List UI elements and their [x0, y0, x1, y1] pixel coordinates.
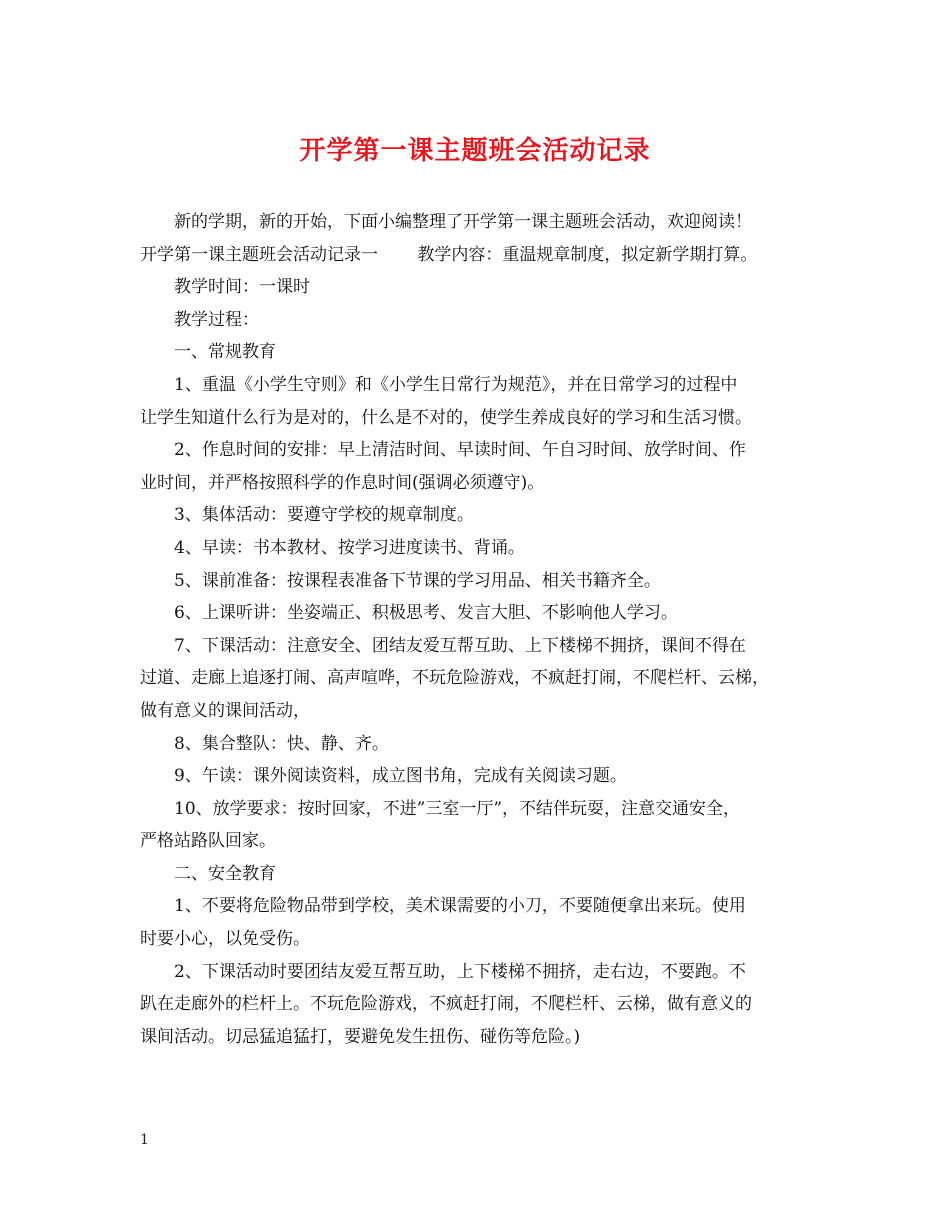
text-line: 过道、走廊上追逐打闹、高声喧哗，不玩危险游戏，不疯赶打闹，不爬栏杆、云梯，	[140, 668, 769, 689]
text-line: 开学第一课主题班会活动记录一 教学内容：重温规章制度，拟定新学期打算。	[140, 244, 758, 265]
text-line: 1、不要将危险物品带到学校，美术课需要的小刀，不要随便拿出来玩。使用	[174, 896, 746, 917]
text-line: 教学过程：	[174, 309, 259, 330]
text-line: 2、作息时间的安排：早上清洁时间、早读时间、午自习时间、放学时间、作	[174, 440, 746, 461]
text-line: 新的学期，新的开始，下面小编整理了开学第一课主题班会活动，欢迎阅读！	[174, 212, 752, 232]
page-number: 1	[140, 1132, 149, 1148]
text-line: 9、午读：课外阅读资料，成立图书角，完成有关阅读习题。	[174, 766, 627, 787]
text-line: 课间活动。切忌猛追猛打，要避免发生扭伤、碰伤等危险。)	[140, 1026, 581, 1047]
text-line: 时要小心，以免受伤。	[140, 929, 310, 950]
text-line: 一、常规教育	[174, 342, 276, 363]
document-title: 开学第一课主题班会活动记录	[299, 136, 651, 166]
text-line: 6、上课听讲：坐姿端正、积极思考、发言大胆、不影响他人学习。	[174, 603, 678, 624]
text-line: 2、下课活动时要团结友爱互帮互助，上下楼梯不拥挤，走右边，不要跑。不	[174, 961, 746, 982]
text-line: 业时间，并严格按照科学的作息时间(强调必须遵守)。	[140, 472, 545, 493]
text-line: 让学生知道什么行为是对的，什么是不对的，使学生养成良好的学习和生活习惯。	[140, 407, 752, 428]
text-line: 1、重温《小学生守则》和《小学生日常行为规范》，并在日常学习的过程中	[174, 374, 738, 395]
text-line: 教学时间：一课时	[174, 277, 310, 298]
text-line: 趴在走廊外的栏杆上。不玩危险游戏，不疯赶打闹，不爬栏杆、云梯，做有意义的	[140, 994, 752, 1015]
text-line: 10、放学要求：按时回家，不进”三室一厅”，不结伴玩耍，注意交通安全，	[174, 798, 741, 819]
text-line: 严格站路队回家。	[140, 831, 276, 852]
text-line: 7、下课活动：注意安全、团结友爱互帮互助、上下楼梯不拥挤，课间不得在	[174, 635, 746, 656]
document-body	[140, 206, 830, 1053]
text-line: 4、早读：书本教材、按学习进度读书、背诵。	[174, 537, 525, 558]
text-line: 5、课前准备：按课程表准备下节课的学习用品、相关书籍齐全。	[174, 570, 661, 591]
text-line: 8、集合整队：快、静、齐。	[174, 733, 389, 754]
text-line: 3、集体活动：要遵守学校的规章制度。	[174, 505, 474, 526]
text-line: 做有意义的课间活动，	[140, 700, 310, 721]
text-line: 二、安全教育	[174, 863, 276, 884]
